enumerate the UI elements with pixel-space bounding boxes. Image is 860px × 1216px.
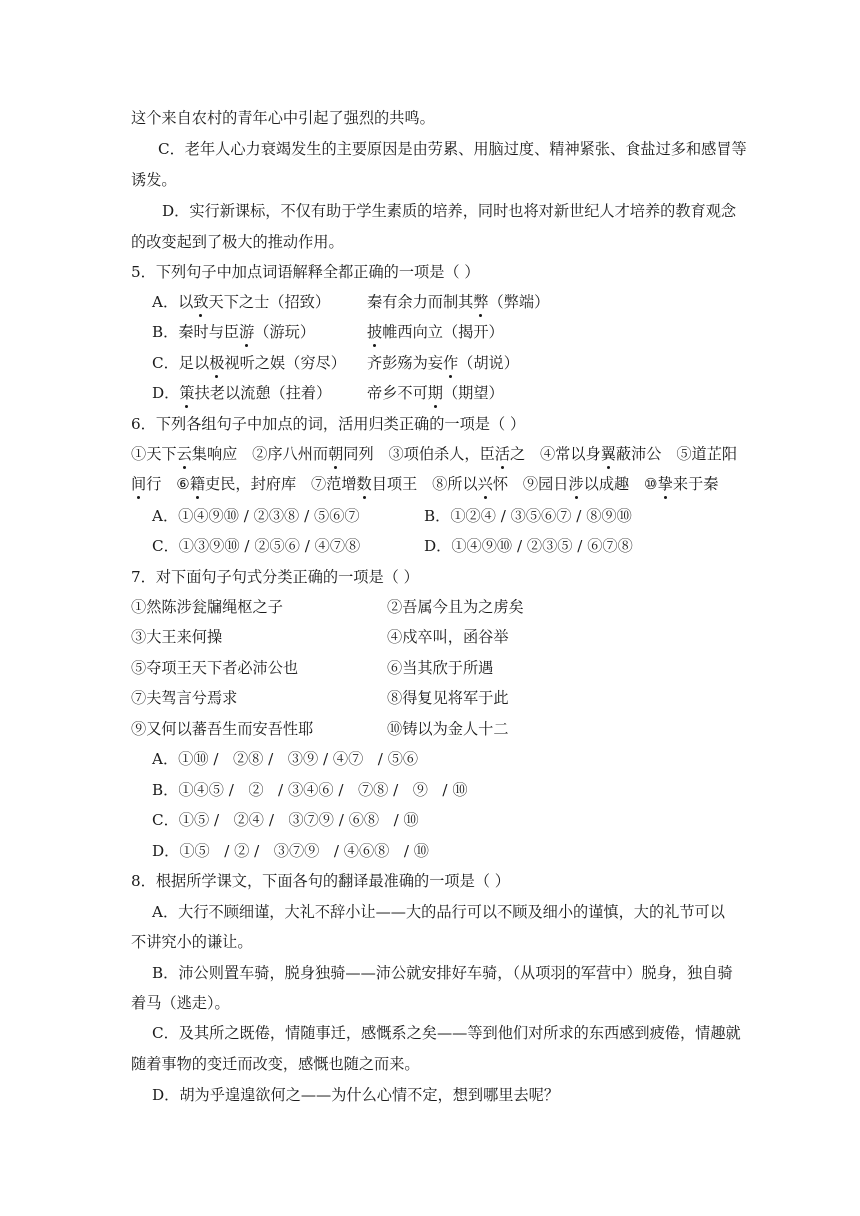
q6-option-b: B．①②④ / ③⑤⑥⑦ / ⑧⑨⑩: [424, 507, 632, 525]
q8-option-c-line2: 随着事物的变迁而改变，感慨也随之而来。: [131, 1055, 420, 1073]
q7-sentence-7: ⑦夫驾言兮焉求: [131, 689, 238, 707]
emphasis-dot-word: 翼: [600, 445, 616, 463]
emphasis-dot-word: 游: [239, 323, 255, 341]
q4-option-b-continuation: 这个来自农村的青年心中引起了强烈的共鸣。: [131, 109, 435, 127]
emphasis-dot-word: 致: [193, 293, 209, 311]
emphasis-dot-word: 弊: [473, 293, 489, 311]
q4-option-c-line1: C．老年人心力衰竭发生的主要原因是由劳累、用脑过度、精神紧张、食盐过多和感冒等: [158, 140, 747, 158]
q7-sentence-1: ①然陈涉瓮牖绳枢之子: [131, 598, 283, 616]
q6-option-d: D．①④⑨⑩ / ②③⑤ / ⑥⑦⑧: [424, 537, 633, 555]
q7-sentence-5: ⑤夺项王天下者必沛公也: [131, 659, 299, 677]
q4-option-d-line1: D．实行新课标，不仅有助于学生素质的培养，同时也将对新世纪人才培养的教育观念: [162, 202, 737, 220]
q7-option-a: A．①⑩ / ②⑧ / ③⑨ / ④⑦ / ⑤⑥: [152, 750, 419, 768]
q7-option-d: D．①⑤ / ② / ③⑦⑨ / ④⑥⑧ / ⑩: [152, 842, 429, 860]
q5-option-a-right: 秦有余力而制其弊（弊端）: [367, 293, 550, 311]
q5-option-b-left: B．秦时与臣游（游玩）: [152, 323, 316, 341]
q7-sentence-10: ⑩铸以为金人十二: [387, 720, 509, 738]
emphasis-dot-word: 涉: [568, 475, 584, 493]
emphasis-dot-word: 数: [356, 475, 372, 493]
q7-sentence-9: ⑨又何以蕃吾生而安吾性耶: [131, 720, 314, 738]
emphasis-dot-word: 挚: [657, 475, 673, 493]
emphasis-dot-word: 极: [209, 354, 225, 372]
q8-option-a-line1: A．大行不顾细谨，大礼不辞小让——大的品行可以不顾及细小的谨慎，大的礼节可以: [152, 903, 725, 921]
emphasis-dot-word: 期: [427, 384, 443, 402]
q5-option-c-right: 齐彭殇为妄作（胡说）: [367, 354, 519, 372]
q8-option-c-line1: C．及其所之既倦，情随事迁，感慨系之矣——等到他们对所求的东西感到疲倦，情趣就: [152, 1024, 741, 1042]
q7-sentence-6: ⑥当其欣于所遇: [387, 659, 494, 677]
q5-option-c-left: C．足以极视听之娱（穷尽）: [152, 354, 346, 372]
q4-option-c-line2: 诱发。: [131, 171, 177, 189]
q5-option-a-left: A．以致天下之士（招致）: [152, 293, 331, 311]
emphasis-dot-word: 间: [131, 475, 147, 493]
emphasis-dot-word: 籍: [189, 475, 206, 493]
q4-option-d-line2: 的改变起到了极大的推动作用。: [131, 233, 344, 251]
q7-option-b: B．①④⑤ / ② / ③④⑥ / ⑦⑧ / ⑨ / ⑩: [152, 781, 468, 799]
emphasis-dot-word: 兴: [477, 475, 493, 493]
q8-option-b-line1: B．沛公则置车骑，脱身独骑——沛公就安排好车骑，（从项羽的军营中）脱身，独自骑: [152, 964, 733, 982]
q7-sentence-2: ②吾属今且为之虏矣: [387, 598, 524, 616]
q5-option-d-left: D．策扶老以流憩（拄着）: [152, 384, 332, 402]
q6-option-c: C．①③⑨⑩ / ②⑤⑥ / ④⑦⑧: [152, 537, 361, 555]
q6-stem: 6．下列各组句子中加点的词，活用归类正确的一项是（ ）: [131, 415, 526, 433]
q7-sentence-4: ④戍卒叫，函谷举: [387, 628, 509, 646]
emphasis-dot-word: 披: [367, 323, 383, 341]
q6-items-line1: ①天下云集响应 ②序八州而朝同列 ③项伯杀人，臣活之 ④常以身翼蔽沛公 ⑤道芷阳: [131, 445, 738, 463]
q7-option-c: C．①⑤ / ②④ / ③⑦⑨ / ⑥⑧ / ⑩: [152, 811, 419, 829]
q8-stem: 8．根据所学课文，下面各句的翻译最准确的一项是（ ）: [131, 872, 510, 890]
q6-items-line2: 间行 ⑥籍吏民，封府库 ⑦范增数目项王 ⑧所以兴怀 ⑨园日涉以成趣 ⑩挚来于秦: [131, 475, 719, 493]
q8-option-d-line1: D．胡为乎遑遑欲何之——为什么心情不定，想到哪里去呢？: [152, 1086, 560, 1104]
q7-sentence-3: ③大王来何操: [131, 628, 223, 646]
emphasis-dot-word: 策: [179, 384, 195, 402]
emphasis-dot-word: 作: [442, 354, 459, 372]
q6-option-a: A．①④⑨⑩ / ②③⑧ / ⑤⑥⑦: [152, 507, 360, 525]
q7-sentence-8: ⑧得复见将军于此: [387, 689, 509, 707]
emphasis-dot-word: 活: [494, 445, 510, 463]
q5-option-d-right: 帝乡不可期（期望）: [367, 384, 504, 402]
q5-stem: 5．下列句子中加点词语解释全都正确的一项是（ ）: [131, 263, 480, 281]
q7-stem: 7．对下面句子句式分类正确的一项是（ ）: [131, 568, 419, 586]
emphasis-dot-word: 云: [176, 445, 192, 463]
q8-option-b-line2: 着马（逃走）。: [131, 994, 230, 1012]
emphasis-dot-word: 朝: [328, 445, 344, 463]
q8-option-a-line2: 不讲究小的谦让。: [131, 933, 253, 951]
q5-option-b-right: 披帷西向立（揭开）: [367, 323, 504, 341]
